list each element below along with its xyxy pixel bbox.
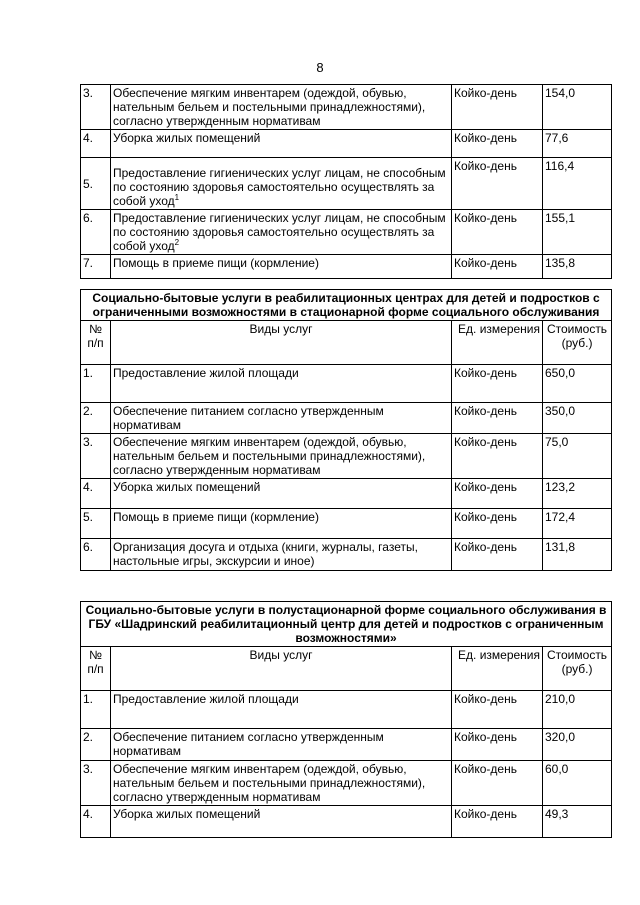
- table-row: [81, 761, 612, 806]
- service-name-cell: [111, 158, 452, 210]
- row-number: 6.: [81, 539, 111, 571]
- table-row: [81, 806, 612, 838]
- row-number: 1.: [81, 691, 111, 729]
- unit-cell: Койко-день: [452, 255, 543, 279]
- price-cell: 49,3: [543, 806, 612, 838]
- table-title: Социально-бытовые услуги в реабилитационных центрах для детей и подростков с ограниченными возможностями в стационарной форме социального обслуживания: [81, 290, 612, 321]
- table-row: [81, 365, 612, 403]
- row-number: 6.: [81, 210, 111, 255]
- footnote-mark: 2: [174, 238, 180, 247]
- unit-cell: Койко-день: [452, 691, 543, 729]
- row-number: 4.: [81, 479, 111, 509]
- service-name: Уборка жилых помещений: [111, 130, 452, 158]
- price-cell: 650,0: [543, 365, 612, 403]
- service-name: Обеспечение мягким инвентарем (одеждой, обувью, нательным бельем и постельными принадлежностями), согласно утвержденным нормативам: [111, 761, 452, 806]
- row-number: 1.: [81, 365, 111, 403]
- table-title: Социально-бытовые услуги в полустационарной форме социального обслуживания в ГБУ «Шадринский реабилитационный центр для детей и подростков с ограниченным возможностями»: [81, 602, 612, 647]
- unit-cell: Койко-день: [452, 509, 543, 539]
- table-row: [81, 539, 612, 571]
- price-cell: 350,0: [543, 403, 612, 434]
- header-service: Виды услуг: [111, 647, 452, 691]
- price-cell: 123,2: [543, 479, 612, 509]
- price-cell: 116,4: [543, 158, 612, 210]
- service-name: Уборка жилых помещений: [111, 479, 452, 509]
- header-number: № п/п: [81, 647, 111, 691]
- price-cell: 131,8: [543, 539, 612, 571]
- price-cell: 77,6: [543, 130, 612, 158]
- service-name: Предоставление жилой площади: [111, 365, 452, 403]
- table-title-row: [81, 602, 612, 647]
- row-number: 4.: [81, 130, 111, 158]
- row-number: 7.: [81, 255, 111, 279]
- table-header-row: [81, 321, 612, 365]
- table-row: [81, 434, 612, 479]
- table-row: [81, 255, 612, 279]
- table-row: [81, 403, 612, 434]
- table-row: [81, 691, 612, 729]
- row-number: 2.: [81, 729, 111, 761]
- unit-cell: Койко-день: [452, 130, 543, 158]
- header-service: Виды услуг: [111, 321, 452, 365]
- row-number: 4.: [81, 806, 111, 838]
- unit-cell: Койко-день: [452, 806, 543, 838]
- price-cell: 155,1: [543, 210, 612, 255]
- unit-cell: Койко-день: [452, 479, 543, 509]
- unit-cell: Койко-день: [452, 158, 543, 210]
- page-number: 8: [316, 60, 324, 75]
- unit-cell: Койко-день: [452, 729, 543, 761]
- price-cell: 135,8: [543, 255, 612, 279]
- header-number: № п/п: [81, 321, 111, 365]
- table-row: [81, 85, 612, 130]
- service-name: Помощь в приеме пищи (кормление): [111, 255, 452, 279]
- row-number: 5.: [81, 158, 111, 210]
- row-number: 3.: [81, 761, 111, 806]
- price-cell: 60,0: [543, 761, 612, 806]
- service-name: Помощь в приеме пищи (кормление): [111, 509, 452, 539]
- service-name-cell: [111, 210, 452, 255]
- price-cell: 210,0: [543, 691, 612, 729]
- service-name: Предоставление жилой площади: [111, 691, 452, 729]
- table-row: [81, 210, 612, 255]
- service-name: Уборка жилых помещений: [111, 806, 452, 838]
- unit-cell: Койко-день: [452, 539, 543, 571]
- table-title-row: [81, 290, 612, 321]
- table-header-row: [81, 647, 612, 691]
- unit-cell: Койко-день: [452, 365, 543, 403]
- unit-cell: Койко-день: [452, 210, 543, 255]
- row-number: 3.: [81, 434, 111, 479]
- unit-cell: Койко-день: [452, 761, 543, 806]
- row-number: 3.: [81, 85, 111, 130]
- price-cell: 320,0: [543, 729, 612, 761]
- unit-cell: Койко-день: [452, 85, 543, 130]
- service-name: Организация досуга и отдыха (книги, журналы, газеты, настольные игры, экскурсии и иное): [111, 539, 452, 571]
- service-name: Обеспечение питанием согласно утвержденным нормативам: [111, 403, 452, 434]
- service-name: Обеспечение питанием согласно утвержденным нормативам: [111, 729, 452, 761]
- row-number: 2.: [81, 403, 111, 434]
- header-unit: Ед. измерения: [452, 321, 543, 365]
- footnote-mark: 1: [174, 193, 180, 202]
- row-number: 5.: [81, 509, 111, 539]
- service-name: Обеспечение мягким инвентарем (одеждой, обувью, нательным бельем и постельными принадлежностями), согласно утвержденным нормативам: [111, 85, 452, 130]
- price-cell: 75,0: [543, 434, 612, 479]
- semi-stationary-services-table: [80, 601, 612, 838]
- service-name: Предоставление гигиенических услуг лицам, не способным по состоянию здоровья самостоятельно осуществлять за собой уход: [113, 166, 446, 208]
- header-unit: Ед. измерения: [452, 647, 543, 691]
- price-cell: 154,0: [543, 85, 612, 130]
- table-row: [81, 158, 612, 210]
- stationary-services-table: [80, 289, 612, 571]
- price-cell: 172,4: [543, 509, 612, 539]
- table-row: [81, 479, 612, 509]
- header-price: Стоимость (руб.): [543, 321, 612, 365]
- header-price: Стоимость (руб.): [543, 647, 612, 691]
- table-row: [81, 729, 612, 761]
- unit-cell: Койко-день: [452, 403, 543, 434]
- table-row: [81, 509, 612, 539]
- services-table-continued: [80, 84, 612, 279]
- unit-cell: Койко-день: [452, 434, 543, 479]
- service-name: Обеспечение мягким инвентарем (одеждой, обувью, нательным бельем и постельными принадлежностями), согласно утвержденным нормативам: [111, 434, 452, 479]
- service-name: Предоставление гигиенических услуг лицам, не способным по состоянию здоровья самостоятельно осуществлять за собой уход: [113, 211, 446, 253]
- table-row: [81, 130, 612, 158]
